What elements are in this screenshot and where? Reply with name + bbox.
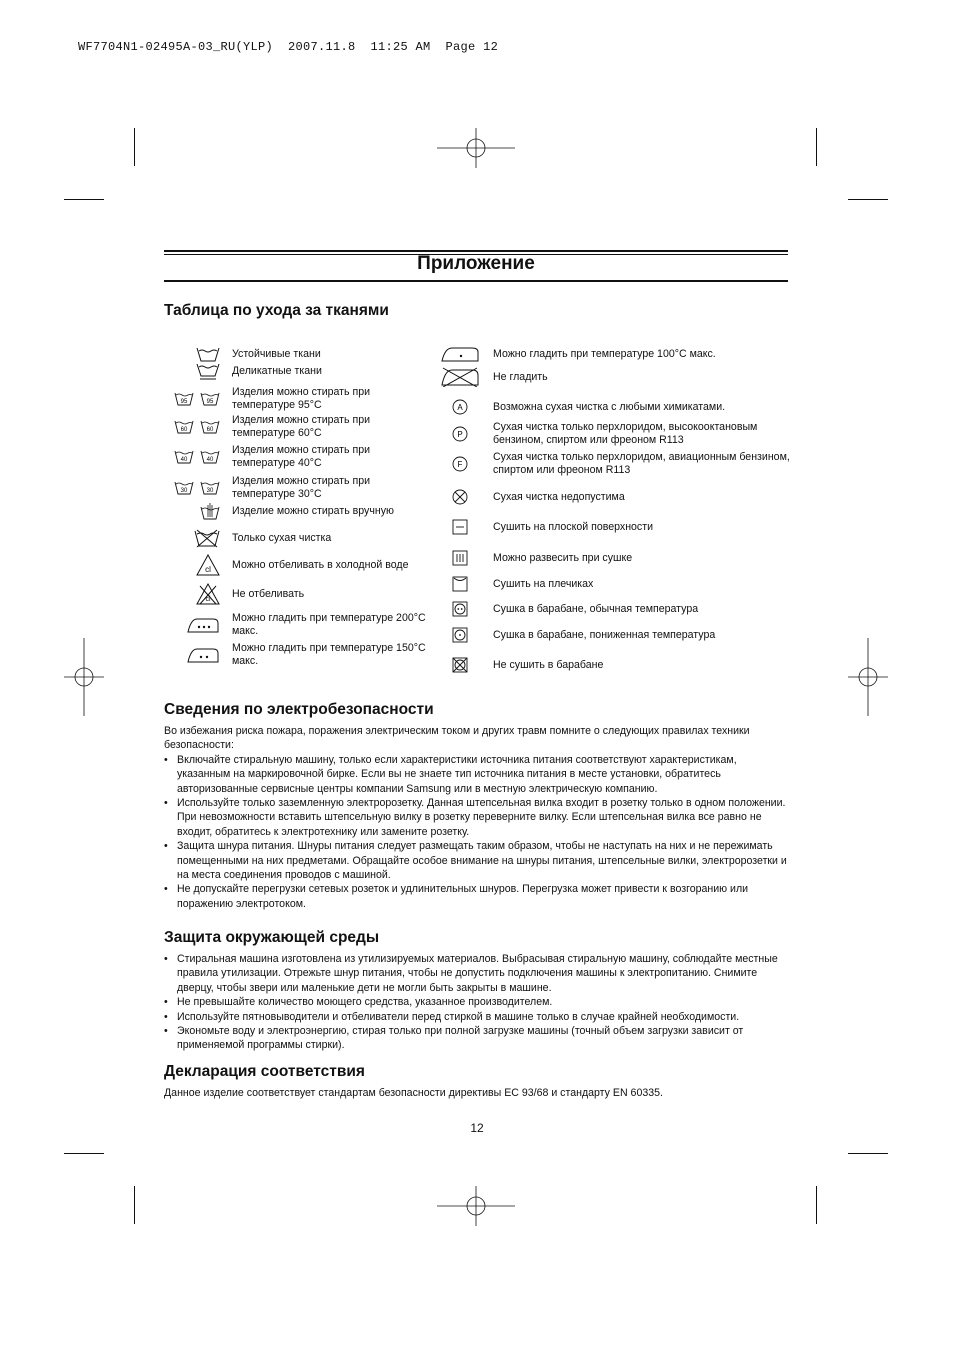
electrical-safety-heading: Сведения по электробезопасности <box>164 701 434 718</box>
dry-clean-letter: A <box>457 403 463 412</box>
crop-mark <box>64 199 104 200</box>
environment-heading: Защита окружающей среды <box>164 929 380 946</box>
no-tumble-dry-icon <box>452 657 468 673</box>
svg-text:cl: cl <box>205 596 211 603</box>
tumble-dry-low-icon <box>452 627 468 643</box>
wash-temp-label: 30 <box>206 488 214 494</box>
care-label: Не сушить в барабане <box>493 658 604 671</box>
wash-temp-label: 95 <box>180 399 188 405</box>
dry-clean-letter: F <box>457 460 463 469</box>
list-item: • Не превышайте количество моющего средства, указанное производителем. <box>164 995 788 1009</box>
dry-clean-a-icon <box>452 399 468 415</box>
care-row <box>0 487 793 507</box>
care-label: Изделия можно стирать при температуре 40°C <box>232 444 371 469</box>
care-row <box>0 574 793 594</box>
care-label: Только сухая чистка <box>232 531 332 544</box>
list-item: • Защита шнура питания. Шнуры питания следует размещать таким образом, чтобы не наступать на них и не пережимать помещенными на них предметами. Обращайте особое внимание на шнуры питания, штепсельные вилки, электророзетки и на места соединения проводов с машиной. <box>164 839 788 882</box>
care-label: Можно гладить при температуре 200°C макс. <box>232 612 426 637</box>
care-table-heading: Таблица по ухода за тканями <box>164 302 389 319</box>
list-item: • Экономьте воду и электроэнергию, стирая только при полной загрузке машины (точный объем загрузки зависит от применяемой программы стирки). <box>164 1024 788 1053</box>
crop-mark <box>134 1186 135 1224</box>
print-header: WF7704N1-02495A-03_RU(YLP) 2007.11.8 11:25 AM Page 12 <box>78 40 499 54</box>
care-label: Можно развесить при сушке <box>493 551 633 564</box>
care-label: Сушить на плоской поверхности <box>493 520 654 533</box>
page-title: Приложение <box>417 253 535 274</box>
crop-mark <box>134 128 135 166</box>
electrical-safety-body <box>164 724 788 911</box>
list-item: • Включайте стиральную машину, только если характеристики источника питания соответствуют характеристикам, указанным на маркировочной бирке. Если вы не знаете тип источника питания в месте установки, обратитесь авторизованные сервисные центры компании Samsung или в местную электрическую компанию. <box>164 753 788 796</box>
svg-text:cl: cl <box>205 565 211 574</box>
wash-temp-label: 60 <box>206 427 214 433</box>
electrical-safety-list <box>164 753 788 911</box>
drip-dry-icon <box>452 550 468 566</box>
care-row <box>0 397 793 417</box>
care-label: Сушка в барабане, обычная температура <box>493 602 699 615</box>
care-row <box>0 366 793 388</box>
list-item: • Используйте только заземленную электророзетку. Данная штепсельная вилка входит в розетку только в одном положении. При невозможности вставить штепсельную вилку в розетку переверните вилку. Если штепсельная вилка все равно не входит, обратитесь к электротехнику или замените розетку. <box>164 796 788 839</box>
electrical-safety-intro: Во избежания риска пожара, поражения электрическим током и других травм помните о следующих правилах техники безопасности: <box>164 725 750 752</box>
care-row <box>0 655 793 675</box>
care-row <box>0 625 793 645</box>
crop-mark <box>816 1186 817 1224</box>
title-rule-top <box>164 250 788 252</box>
environment-list <box>164 952 788 1053</box>
declaration-text: Данное изделие соответствует стандартам безопасности директивы ЕС 93/68 и стандарту EN 60335. <box>164 1087 663 1099</box>
crop-mark <box>848 1153 888 1154</box>
care-row <box>0 599 793 619</box>
care-row <box>0 420 793 448</box>
care-label: Можно гладить при температуре 150°C макс. <box>232 642 426 667</box>
list-item: • Стиральная машина изготовлена из утилизируемых материалов. Выбрасывая стиральную машину, соблюдайте местные правила утилизации. Отрежьте шнур питания, чтобы не допустить подключения машины к электропитанию. Снимите дверцу, чтобы звери или маленькие дети не могли быть закрыты в машине. <box>164 952 788 995</box>
page-number: 12 <box>470 1121 484 1135</box>
iron-100-icon <box>440 345 480 363</box>
dry-flat-icon <box>452 519 468 535</box>
care-label: Можно гладить при температуре 100°C макс. <box>493 347 716 360</box>
care-row <box>0 548 793 568</box>
care-label: Изделия можно стирать при температуре 60°C <box>232 414 371 439</box>
care-label: Не отбеливать <box>232 587 305 600</box>
registration-mark-icon <box>437 1186 515 1226</box>
care-row <box>0 450 793 478</box>
title-rule-bottom <box>164 280 788 282</box>
care-row <box>0 517 793 537</box>
care-row <box>0 343 793 365</box>
list-item: • Используйте пятновыводители и отбеливатели перед стиркой в машине только в случае крайней необходимости. <box>164 1010 788 1024</box>
wash-temp-label: 40 <box>180 457 188 463</box>
declaration-heading: Декларация соответствия <box>164 1063 365 1080</box>
wash-temp-label: 60 <box>180 427 188 433</box>
care-label: Можно отбеливать в холодной воде <box>232 558 409 571</box>
care-label: Возможна сухая чистка с любыми химикатами. <box>493 400 726 413</box>
list-item: • Не допускайте перегрузки сетевых розеток и удлинительных шнуров. Перегрузка может привести к возгоранию или поражению электротоком. <box>164 882 788 911</box>
wash-temp-label: 95 <box>206 399 214 405</box>
crop-mark <box>816 128 817 166</box>
care-label: Деликатные ткани <box>232 364 322 377</box>
wash-temp-label: 30 <box>180 488 188 494</box>
care-label: Сухая чистка недопустима <box>493 490 625 503</box>
environment-body <box>164 952 788 1053</box>
care-label: Устойчивые ткани <box>232 347 321 360</box>
no-iron-icon <box>440 367 480 387</box>
dry-clean-p-icon <box>452 426 468 442</box>
dry-clean-f-icon <box>452 456 468 472</box>
care-label: Сухая чистка только перхлоридом, авиационным бензином, спиртом или фреоном R113 <box>493 451 790 476</box>
dry-clean-letter: P <box>457 430 463 439</box>
registration-mark-icon <box>437 128 515 168</box>
care-label: Сушка в барабане, пониженная температура <box>493 628 716 641</box>
registration-mark-icon <box>848 638 888 716</box>
crop-mark <box>848 199 888 200</box>
wash-temp-label: 40 <box>206 457 214 463</box>
care-label: Сушить на плечиках <box>493 577 594 590</box>
care-label: Не гладить <box>493 370 548 383</box>
no-dry-clean-icon <box>452 489 468 505</box>
care-label: Сухая чистка только перхлоридом, высокооктановым бензином, спиртом или фреоном R113 <box>493 421 758 446</box>
tumble-dry-normal-icon <box>452 601 468 617</box>
crop-mark <box>64 1153 104 1154</box>
hang-dry-icon <box>452 576 468 592</box>
care-label: Изделия можно стирать при температуре 30°C <box>232 475 371 500</box>
care-label: Изделия можно стирать при температуре 95°C <box>232 386 371 411</box>
care-label: Изделие можно стирать вручную <box>232 504 394 517</box>
